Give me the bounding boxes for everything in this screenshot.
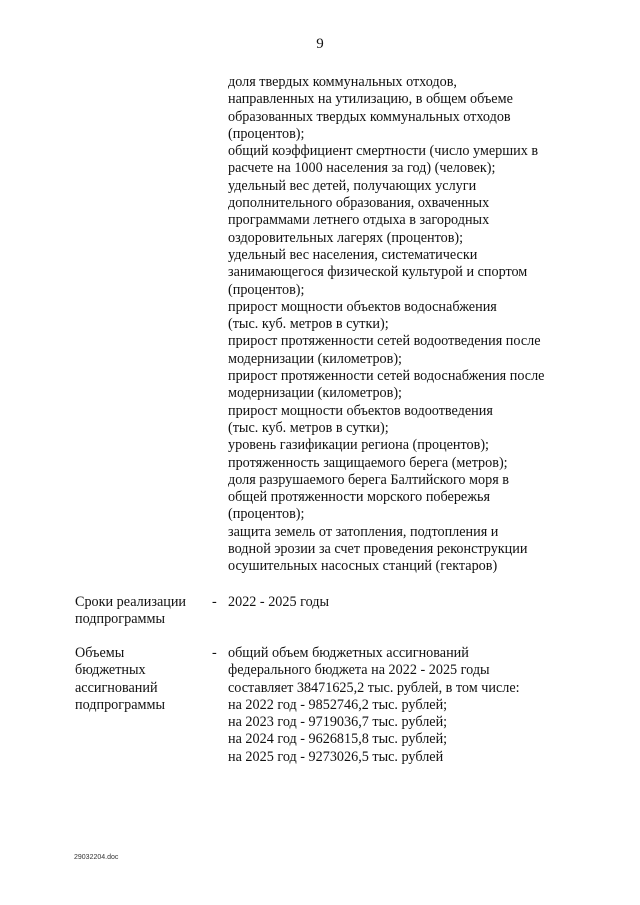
budget-allocations-label [75, 645, 205, 714]
page-number: 9 [316, 36, 324, 52]
indicator-line: удельный вес населения, систематически [228, 246, 478, 263]
indicator-line: доля твердых коммунальных отходов, [228, 74, 457, 90]
indicator-line: расчете на 1000 населения за год) (человек); [228, 160, 496, 177]
implementation-terms-label [75, 594, 205, 629]
indicator-line: (тыс. куб. метров в сутки); [228, 316, 389, 333]
label-line: бюджетных [75, 662, 146, 679]
indicator-line: доля разрушаемого берега Балтийского моря в [228, 471, 509, 488]
implementation-terms-value [228, 594, 628, 611]
label-line: Сроки реализации [75, 594, 187, 610]
indicator-line: общей протяженности морского побережья [228, 489, 491, 506]
indicator-line: прирост мощности объектов водоснабжения [228, 298, 497, 315]
indicator-line: удельный вес детей, получающих услуги [228, 177, 477, 194]
indicator-line: образованных твердых коммунальных отходов [228, 108, 511, 125]
value-line: на 2024 год - 9626815,8 тыс. рублей; [228, 731, 448, 748]
value-line: на 2025 год - 9273026,5 тыс. рублей [228, 748, 444, 765]
indicator-line: (тыс. куб. метров в сутки); [228, 419, 389, 436]
footer-filename: 29032204.doc [74, 854, 119, 861]
budget-allocations-value [228, 645, 628, 766]
indicator-line: общий коэффициент смертности (число умерших в [228, 143, 539, 160]
label-line: подпрограммы [75, 611, 165, 628]
indicator-line: прирост протяженности сетей водоотведения после [228, 333, 541, 350]
indicator-line: защита земель от затопления, подтопления и [228, 523, 499, 540]
label-line: Объемы [75, 645, 125, 661]
indicator-line: оздоровительных лагерях (процентов); [228, 229, 464, 246]
indicator-line: прирост мощности объектов водоотведения [228, 402, 493, 419]
value-line: составляет 38471625,2 тыс. рублей, в том числе: [228, 679, 520, 696]
indicator-line: прирост протяженности сетей водоснабжения после [228, 368, 545, 385]
value-line: общий объем бюджетных ассигнований [228, 645, 469, 661]
dash-separator: - [212, 594, 217, 610]
indicators-list [228, 74, 628, 576]
indicator-line: модернизации (километров); [228, 385, 402, 402]
indicator-line: дополнительного образования, охваченных [228, 195, 490, 212]
indicator-line: (процентов); [228, 506, 305, 523]
indicator-line: осушительных насосных станций (гектаров) [228, 558, 498, 575]
indicator-line: (процентов); [228, 281, 305, 298]
indicator-line: (процентов); [228, 125, 305, 142]
value-line: федерального бюджета на 2022 - 2025 годы [228, 662, 490, 679]
indicator-line: протяженность защищаемого берега (метров); [228, 454, 508, 471]
label-line: ассигнований [75, 679, 158, 696]
dash-separator: - [212, 645, 217, 661]
value-line: на 2023 год - 9719036,7 тыс. рублей; [228, 714, 448, 731]
indicator-line: занимающегося физической культурой и спортом [228, 264, 528, 281]
label-line: подпрограммы [75, 696, 165, 713]
value-line: 2022 - 2025 годы [228, 594, 330, 610]
indicator-line: программами летнего отдыха в загородных [228, 212, 490, 229]
indicator-line: водной эрозии за счет проведения реконструкции [228, 541, 528, 558]
value-line: на 2022 год - 9852746,2 тыс. рублей; [228, 696, 448, 713]
indicator-line: уровень газификации региона (процентов); [228, 437, 489, 454]
indicator-line: направленных на утилизацию, в общем объеме [228, 91, 513, 108]
indicator-line: модернизации (километров); [228, 350, 402, 367]
